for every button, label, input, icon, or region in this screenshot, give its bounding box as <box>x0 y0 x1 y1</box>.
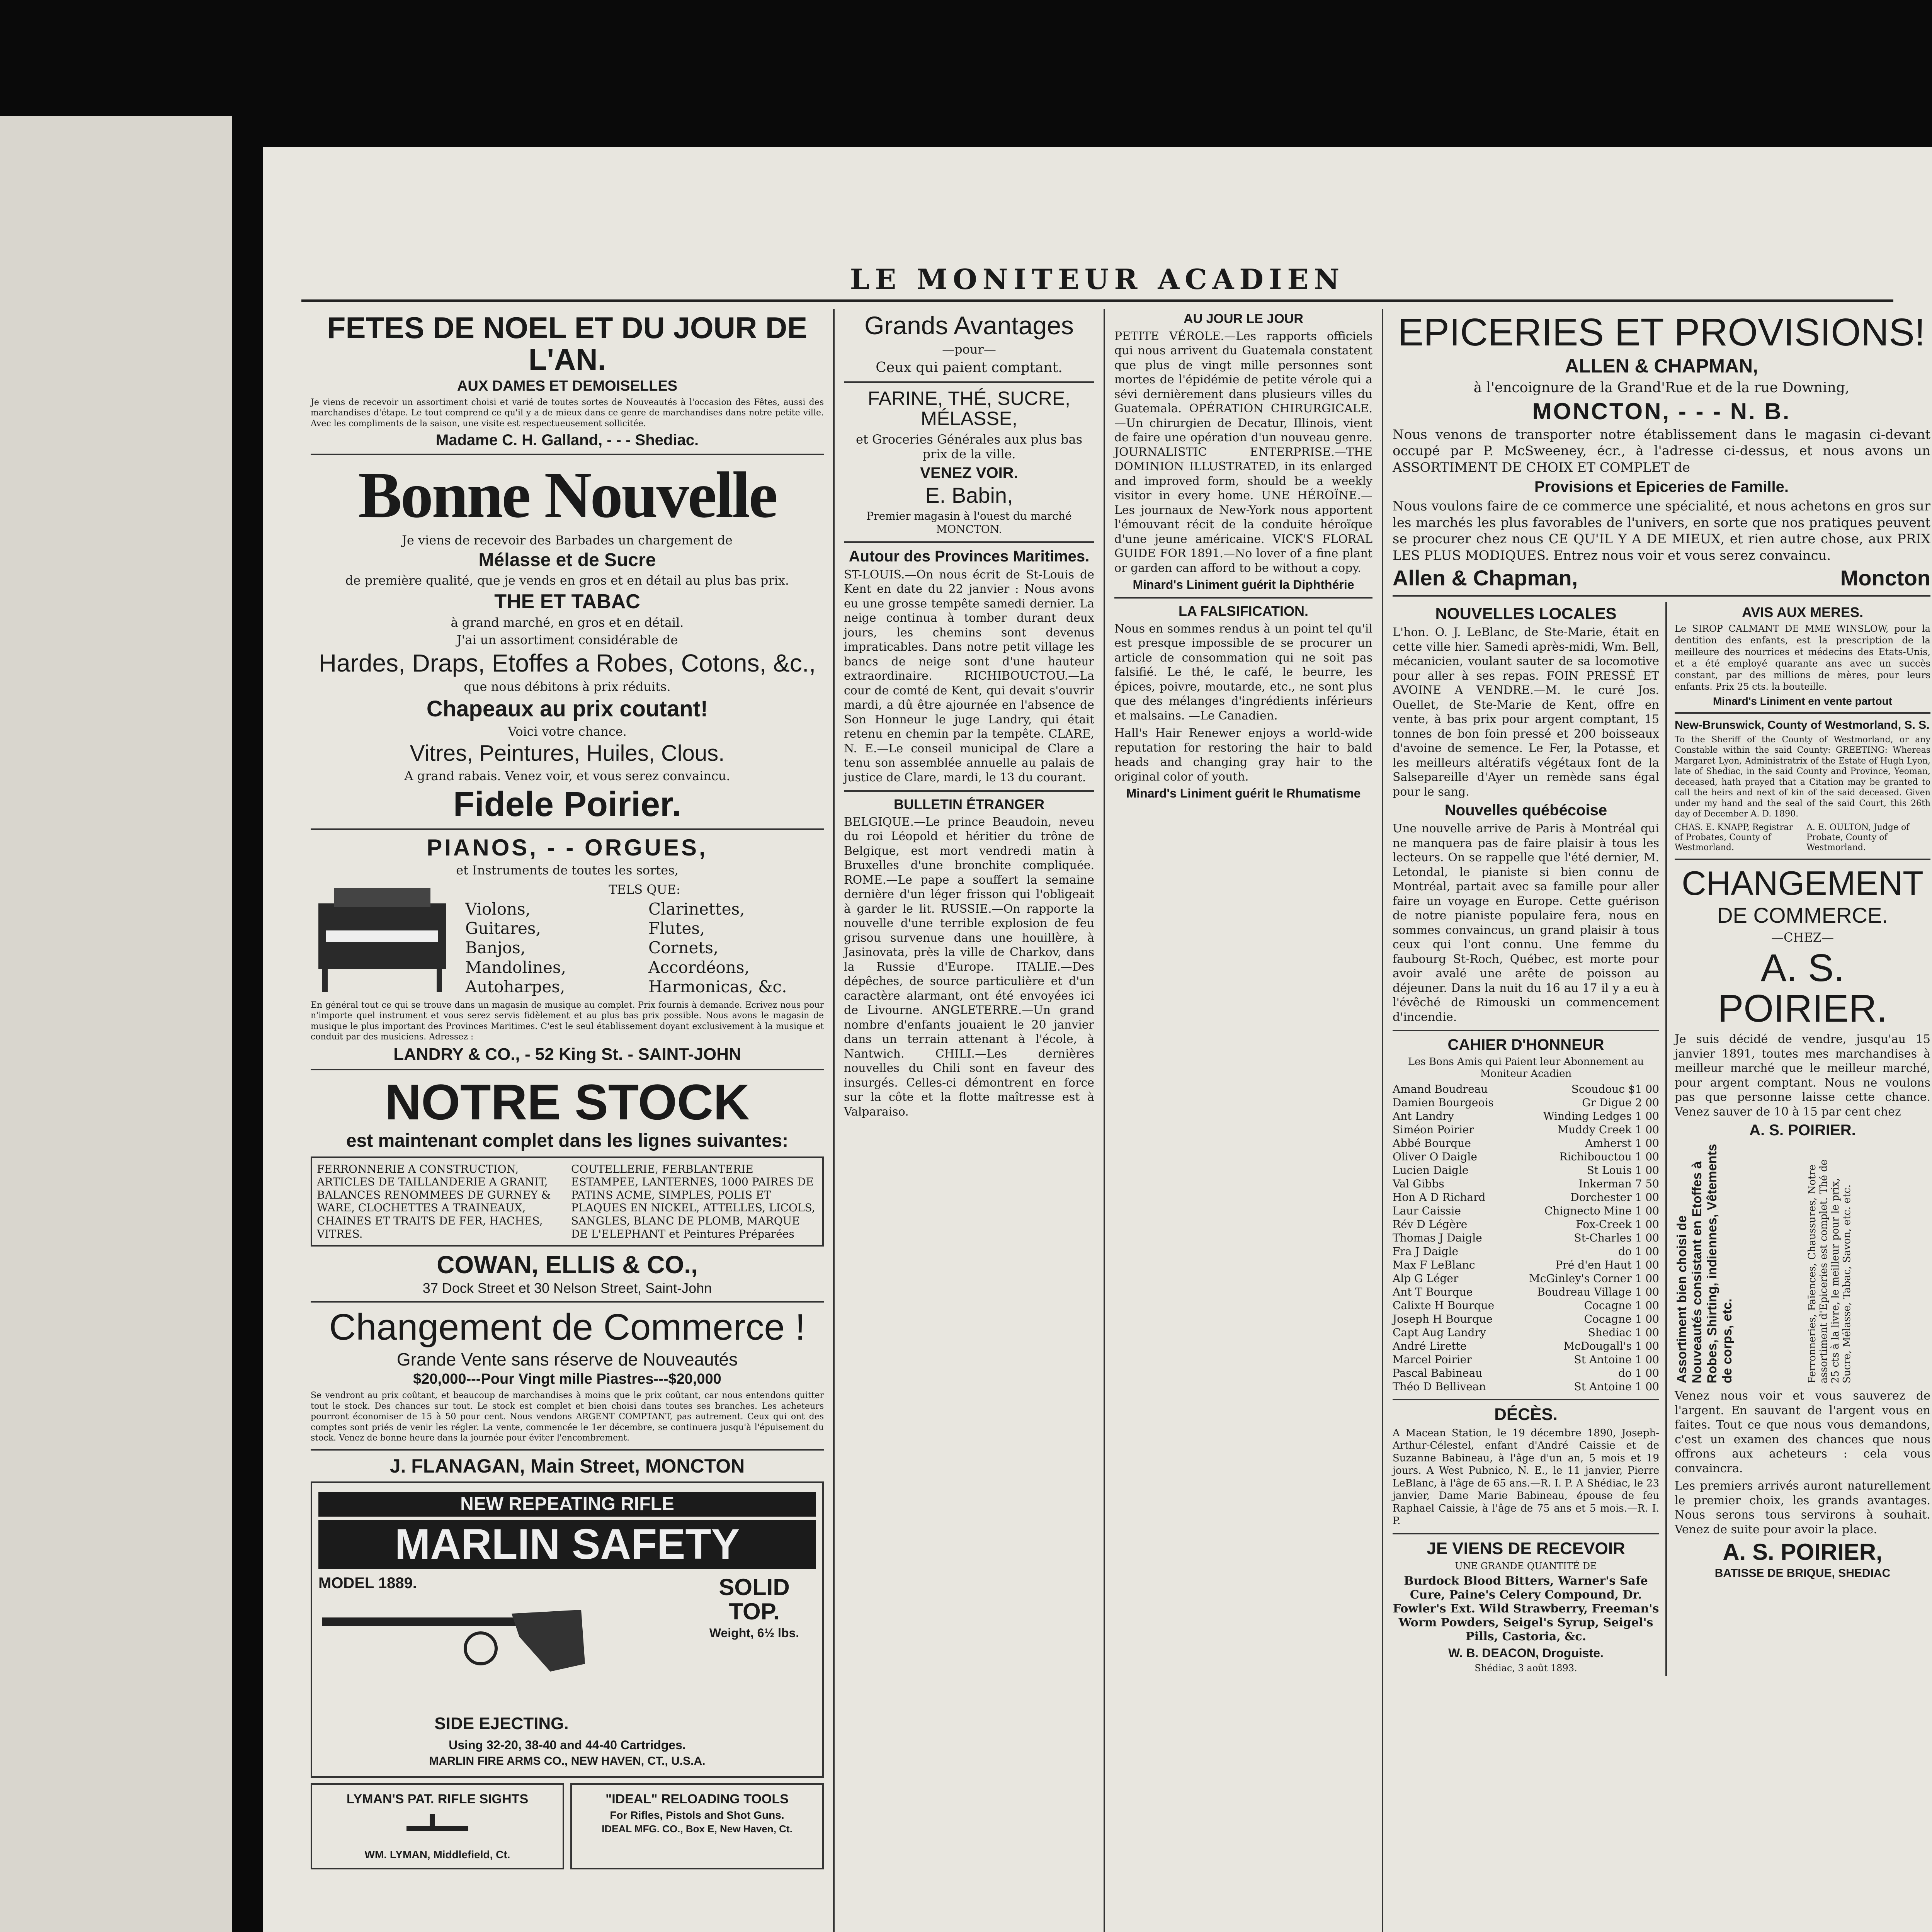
batisse-text: BATISSE DE BRIQUE, SHEDIAC <box>1714 1567 1891 1580</box>
honor-row <box>1393 1204 1659 1218</box>
allen-sub: à l'encoignure de la Grand'Rue et de la rue Downing, <box>1473 379 1850 396</box>
honor-name: Ant Landry <box>1393 1110 1454 1123</box>
pianos-heading: PIANOS, - - ORGUES, <box>427 834 708 861</box>
falsification-heading: LA FALSIFICATION. <box>1179 603 1308 619</box>
ceux-text: Ceux qui paient comptant. <box>876 359 1063 376</box>
honor-name: Capt Aug Landry <box>1393 1326 1486 1339</box>
changement-heading: CHANGEMENT <box>1682 864 1923 902</box>
column-4 <box>1383 309 1932 1932</box>
notre-stock-sub: est maintenant complet dans les lignes suivantes: <box>346 1131 789 1151</box>
quebec-heading: Nouvelles québécoise <box>1444 802 1607 819</box>
signatures <box>1675 823 1930 853</box>
honor-row <box>1393 1380 1659 1393</box>
honor-place-amount: Boudreau Village 1 00 <box>1537 1286 1659 1299</box>
bulletin-heading: BULLETIN ÉTRANGER <box>894 796 1044 813</box>
allen-footer-name: Allen & Chapman, <box>1393 566 1578 590</box>
as-poirier-body-2: Venez nous voir et vous sauverez de l'argent. En sauvant de l'argent vous en faites. Tout ce que nous vous demandons, c'est un examen des chances que nous offrons aux acheteurs : cela vous convaincra. <box>1675 1389 1930 1475</box>
honor-row <box>1393 1096 1659 1109</box>
nouvelles-heading: NOUVELLES LOCALES <box>1435 604 1617 622</box>
cahier-heading: CAHIER D'HONNEUR <box>1447 1036 1604 1054</box>
honor-row <box>1393 1339 1659 1353</box>
adjacent-page-left <box>0 116 232 1932</box>
honor-name: Joseph H Bourque <box>1393 1313 1493 1326</box>
instrument-item: Harmonicas, &c. <box>648 977 787 997</box>
fetes-subtitle: AUX DAMES ET DEMOISELLES <box>457 378 678 394</box>
venez-voir: VENEZ VOIR. <box>920 464 1018 481</box>
honor-row <box>1393 1299 1659 1312</box>
deces-body: A Macean Station, le 19 décembre 1890, Joseph-Arthur-Célestel, enfant d'André Caissie et de Suzanne Babineau, à l'âge d'un an, 5 mois et 19 jours. A West Pubnico, N. E., le 11 janvier, Pierre LeBlanc, à l'âge de 65 ans.—R. I. P. A Shédiac, le 23 janvier, Dame Marie Babineau, épouse de feu Raphael Caissie, à l'âge de 75 ans et 5 mois.—R. I. P. <box>1393 1427 1659 1527</box>
allen-body: Nous venons de transporter notre établissement dans le magasin ci-devant occupé par P. McSweeney, écr., à l'adresse ci-dessus, et nous avons un ASSORTIMENT DE CHOIX ET COMPLET de <box>1393 427 1930 475</box>
avis-heading: AVIS AUX MERES. <box>1742 604 1864 620</box>
quebec-body: Une nouvelle arrive de Paris à Montréal qui ne manquera pas de faire plaisir à tous les lecteurs. On se rappelle que l'été dernier, M. Letondal, le pianiste si bien connu de Montréal, partait avec sa famille pour aller faire un voyage en Europe. Cette guérison de notre pianiste populaire fera, nous en sommes convaincus, un grand plaisir à tous ceux qui l'ont connu. Une femme du faubourg St-Roch, Québec, est morte pour avoir avalé une arête de poisson au déjeuner. Dans la nuit du 16 au 17 il y a eu à l'évêché de Rimouski un commencement d'incendie. <box>1393 822 1659 1024</box>
divider <box>311 828 824 830</box>
honor-row <box>1393 1136 1659 1150</box>
nb-body: To the Sheriff of the County of Westmorland, or any Constable within the said County: GREETING: Whereas Margaret Lyon, Administratrix of the Estate of Hugh Lyon, late of Shediac, in the said County and Province, Yeoman, deceased, hath prayed that a Citation may be granted to call the heirs and next of kin of the said deceased. Given under my hand and the seal of the said Court, this 26th day of December A. D. 1890. <box>1675 735 1930 819</box>
honor-place-amount: McGinley's Corner 1 00 <box>1529 1272 1659 1285</box>
recevoir-list: Burdock Blood Bitters, Warner's Safe Cure, Paine's Celery Compound, Dr. Fowler's Ext. Wild Strawberry, Freeman's Worm Powders, Seigel's Syrup, Seigel's Pills, Castoria, &c. <box>1393 1574 1659 1643</box>
rotated-ads <box>1675 1144 1930 1383</box>
divider <box>844 541 1094 543</box>
deces-heading: DÉCÈS. <box>1494 1405 1558 1424</box>
cahier-sub: Les Bons Amis qui Paient leur Abonnement au Moniteur Acadien <box>1408 1056 1644 1080</box>
provisions-heading: Provisions et Epiceries de Famille. <box>1534 478 1789 496</box>
the-tabac-heading: THE ET TABAC <box>494 590 640 613</box>
rotated-ad-right: Ferronneries, Faïences, Chaussures, Notre assortiment d'Epiceries est complet. Thé de 25 cts à la livre, le meilleur pour le prix, Sucre, Mélasse, Tabac, Savon, etc. etc. <box>1806 1160 1853 1384</box>
marlin-rifle-ad <box>311 1481 824 1778</box>
allen-name: ALLEN & CHAPMAN, <box>1565 355 1758 377</box>
pianos-sub: et Instruments de toutes les sortes, <box>456 862 679 878</box>
moncton-heading: MONCTON, - - - N. B. <box>1532 398 1791 424</box>
column-4-split <box>1393 602 1930 1676</box>
honor-name: Damien Bourgeois <box>1393 1096 1494 1109</box>
honor-name: André Lirette <box>1393 1340 1467 1353</box>
vitres-sub: A grand rabais. Venez voir, et vous serez convaincu. <box>404 768 730 783</box>
melasse-heading: Mélasse et de Sucre <box>478 550 656 571</box>
instrument-item: Accordéons, <box>648 957 750 977</box>
minard-partout: Minard's Liniment en vente partout <box>1713 695 1893 707</box>
honor-name: Oliver O Daigle <box>1393 1150 1477 1163</box>
honor-row <box>1393 1177 1659 1190</box>
rotated-ad-left: Assortiment bien choisi de Nouveautés consistant en Etoffes à Robes, Shirting, indiennes, Vêtements de corps, etc. <box>1675 1144 1735 1384</box>
honor-place-amount: do 1 00 <box>1618 1367 1659 1380</box>
instrument-item: Clarinettes, <box>648 899 745 918</box>
honor-row <box>1393 1353 1659 1366</box>
honor-row <box>1393 1312 1659 1326</box>
honor-place-amount: Richibouctou 1 00 <box>1559 1150 1659 1163</box>
vitres-heading: Vitres, Peintures, Huiles, Clous. <box>410 741 725 766</box>
vente-price: $20,000---Pour Vingt mille Piastres---$20,000 <box>413 1371 721 1388</box>
stock-right: COUTELLERIE, FERBLANTERIE ESTAMPEE, LANTERNES, 1000 PAIRES DE PATINS ACME, SIMPLES, POLIS ET PLAQUES EN NICKEL, ATTELLES, LICOLS, SANGLES, BLANC DE PLOMB, MARQUE DE L'ELEPHANT et Peintures Préparées <box>571 1162 815 1240</box>
honor-place-amount: Chignecto Mine 1 00 <box>1544 1204 1659 1218</box>
divider <box>844 381 1094 383</box>
honor-row <box>1393 1258 1659 1272</box>
column-3 <box>1105 309 1383 1932</box>
honor-row <box>1393 1366 1659 1380</box>
divider <box>1393 1399 1659 1400</box>
honor-place-amount: Gr Digue 2 00 <box>1582 1096 1659 1109</box>
honor-name: Alp G Léger <box>1393 1272 1459 1285</box>
hall-text: Hall's Hair Renewer enjoys a world-wide reputation for restoring the hair to bald heads and changing gray hair to the original color of youth. <box>1114 726 1372 784</box>
as-poirier-title: A. S. POIRIER. <box>1718 946 1888 1031</box>
honor-name: Hon A D Richard <box>1393 1191 1486 1204</box>
bonne-body-2: de première qualité, que je vends en gros et en détail au plus bas prix. <box>345 573 789 588</box>
divider <box>311 1449 824 1451</box>
divider <box>311 1069 824 1070</box>
honor-place-amount: Dorchester 1 00 <box>1570 1191 1659 1204</box>
masthead: LE MONITEUR ACADIEN <box>301 263 1893 302</box>
signature-left: CHAS. E. KNAPP, Registrar of Probates, County of Westmorland. <box>1675 822 1793 853</box>
as-poirier-body: Je suis décidé de vendre, jusqu'au 15 janvier 1891, toutes mes marchandises à meilleur marché que le meilleur marché, pour argent comptant. Nous ne voulons pas que personne laisse cette chance. Venez sauver de 10 à 15 par cent chez <box>1675 1032 1930 1119</box>
honor-name: Laur Caissie <box>1393 1204 1461 1218</box>
fetes-title: FETES DE NOEL ET DU JOUR DE L'AN. <box>327 311 808 376</box>
grands-avantages-title: Grands Avantages <box>864 311 1074 340</box>
honor-row <box>1393 1082 1659 1096</box>
as-poirier-body-3: Les premiers arrivés auront naturellement le premier choix, les grands avantages. Nous serons tous servirons à souhait. Venez de suite pour avoir la place. <box>1675 1479 1930 1536</box>
divider <box>1675 859 1930 860</box>
lyman-title: LYMAN'S PAT. RIFLE SIGHTS <box>346 1792 529 1807</box>
instrument-item: Banjos, <box>465 938 526 957</box>
marlin-side: SIDE EJECTING. <box>434 1714 569 1733</box>
tels-que-label: TELS QUE: <box>609 882 680 897</box>
as-poirier-2: A. S. POIRIER. <box>1749 1122 1856 1139</box>
pianos-ad-body <box>311 880 824 997</box>
cowan-name: COWAN, ELLIS & CO., <box>437 1251 698 1279</box>
hardes-heading: Hardes, Draps, Etoffes a Robes, Cotons, &c., <box>318 649 816 677</box>
piano-illustration <box>311 880 457 996</box>
galland-name: Madame C. H. Galland, - - - Shediac. <box>435 432 699 449</box>
column-4b <box>1675 602 1930 1676</box>
autour-body: ST-LOUIS.—On nous écrit de St-Louis de Kent en date du 22 janvier : Nous avons eu une grosse tempête samedi dernier. La neige continua à tomber durant deux jours, les chemins sont devenus impraticables. Dans notre petit village les bancs de neige sont d'une hauteur extraordinaire. RICHIBOUCTOU.—La cour de comté de Kent, qui devait s'ouvrir mardi, a dû être ajournée en l'absence de Son Honneur le juge Landry, qui était retenu en chemin par la tempête. CLARE, N. E.—Le conseil municipal de Clare a tenu son assemblée annuelle au palais de justice de Clare, mardi, le 13 du courant. <box>844 568 1094 784</box>
notre-stock-title: NOTRE STOCK <box>385 1073 750 1130</box>
honor-name: Pascal Babineau <box>1393 1367 1483 1380</box>
landry-address: LANDRY & CO., - 52 King St. - SAINT-JOHN <box>393 1044 741 1064</box>
divider <box>1393 1533 1659 1534</box>
marlin-address: MARLIN FIRE ARMS CO., NEW HAVEN, CT., U.S.A. <box>429 1754 706 1767</box>
chapeaux-heading: Chapeaux au prix coutant! <box>426 696 708 721</box>
honor-row <box>1393 1123 1659 1136</box>
divider <box>1393 1030 1659 1031</box>
marlin-solid: SOLID TOP. <box>719 1574 790 1625</box>
column-4a <box>1393 602 1667 1676</box>
avis-body: Le SIROP CALMANT DE MME WINSLOW, pour la dentition des enfants, est la prescription de la meilleure des nourrices et médecins des Etats-Unis, et a été employé quarante ans avec un succès constant, par des millions de mères, pour leurs enfants. Prix 25 cts. la bouteille. <box>1675 623 1930 692</box>
stock-lists <box>317 1163 818 1241</box>
falsification-body: Nous en sommes rendus à un point tel qu'il est presque impossible de se procurer un article de consommation qui ne soit pas falsifié. Le thé, le café, le beurre, les épices, poivre, moutarde, etc., ne sont plus que des mélanges d'ingrédients inférieurs et malsains. —Le Canadien. <box>1114 622 1372 723</box>
honor-name: Rév D Légère <box>1393 1218 1468 1231</box>
fetes-body: Je viens de recevoir un assortiment choisi et varié de toutes sortes de Nouveautés à l'occasion des Fêtes, aussi des marchandises d'étape. Le tout comprend ce qu'il y a de mieux dans ce genre de marchandises dans notre petite ville. Avec les compliments de la saison, une visite est respectueusement sollicitée. <box>311 397 824 429</box>
honor-place-amount: Fox-Creek 1 00 <box>1576 1218 1659 1231</box>
honor-row <box>1393 1150 1659 1163</box>
instruments-list <box>465 900 824 997</box>
as-poirier-3: A. S. POIRIER, <box>1723 1539 1883 1565</box>
babin-sub: Premier magasin à l'ouest du marché MONCTON. <box>866 510 1072 536</box>
fidele-poirier-name: Fidele Poirier. <box>453 785 682 824</box>
column-1 <box>301 309 835 1932</box>
instrument-item: Guitares, <box>465 919 541 938</box>
honor-place-amount: Inkerman 7 50 <box>1578 1177 1659 1190</box>
newspaper-page <box>263 147 1932 1932</box>
autour-heading: Autour des Provinces Maritimes. <box>849 548 1090 565</box>
the-tabac-sub: à grand marché, en gros et en détail. <box>451 615 684 630</box>
honor-name: Abbé Bourque <box>1393 1137 1471 1150</box>
honor-row <box>1393 1190 1659 1204</box>
stock-box <box>311 1156 824 1247</box>
honor-place-amount: Scoudouc $1 00 <box>1571 1083 1659 1096</box>
jour-body: PETITE VÉROLE.—Les rapports officiels qui nous arrivent du Guatemala constatent que plus de vingt mille personnes sont mortes de l'épidémie de petite vérole qui a sévi dernièrement dans plusieurs villes du Guatemala. OPÉRATION CHIRURGICALE.—Un chirurgien de Decatur, Illinois, vient de faire une opération d'un nouveau genre. JOURNALISTIC ENTERPRISE.—THE DOMINION ILLUSTRATED, in its enlarged and improved form, should be a weekly visitor in every home. UNE HÉROÏNE.—Les journaux de New-York nous apportent l'émouvant récit de la conduite héroïque d'une jeune américaine. VICK'S FLORAL GUIDE FOR 1891.—No lover of a fine plant or garden can afford to be without a copy. <box>1114 329 1372 575</box>
pianos-body: En général tout ce qui se trouve dans un magasin de musique au complet. Prix fournis à demande. Ecrivez nous pour n'importe quel instrument et vous serez servis fidèlement et au plus bas prix possible. Nous avons le magasin de musique le plus important des Provinces Maritimes. C'est le seul établissement doyant exclusivement à la musique et conduit par des musiciens. Adressez : <box>311 1000 824 1042</box>
instrument-item: Violons, <box>465 899 531 918</box>
honor-name: Max F LeBlanc <box>1393 1259 1475 1272</box>
divider <box>1393 595 1930 597</box>
instrument-item: Mandolines, <box>465 957 566 977</box>
minard-rhumatisme: Minard's Liniment guérit le Rhumatisme <box>1126 786 1361 801</box>
column-2 <box>835 309 1105 1932</box>
honor-place-amount: McDougall's 1 00 <box>1563 1340 1659 1353</box>
bonne-body: Je viens de recevoir des Barbades un chargement de <box>402 532 733 548</box>
marlin-title: MARLIN SAFETY <box>318 1520 816 1569</box>
divider <box>844 790 1094 792</box>
divider <box>1675 712 1930 714</box>
minard-diphtherie: Minard's Liniment guérit la Diphthérie <box>1133 578 1354 592</box>
nouvelles-body: L'hon. O. J. LeBlanc, de Ste-Marie, était en cette ville hier. Samedi après-midi, Wm. Bell, mécanicien, voulant sauter de sa locomotive pour aller à ses repas. FOIN PRESSÉ ET AVOINE A VENDRE.—M. le curé Jos. Ouellet, de Ste-Marie de Kent, offre en vente, à bas prix pour argent comptant, 15 tonnes de bon foin pressé et 200 boisseaux d'avoine de semence. Le Fer, la Potasse, et les meilleurs altératifs végétaux font de la Salsepareille d'Ayer un remède sans égal pour le sang. <box>1393 626 1659 799</box>
deacon-name: W. B. DEACON, Droguiste. <box>1448 1646 1604 1660</box>
honor-place-amount: do 1 00 <box>1618 1245 1659 1258</box>
allen-footer-city: Moncton <box>1840 566 1930 590</box>
instrument-item: Cornets, <box>648 938 719 957</box>
marlin-weight: Weight, 6½ lbs. <box>709 1626 799 1640</box>
allen-body-2: Nous voulons faire de ce commerce une spécialité, et nous achetons en gros sur les marchés les plus favorables de l'univers, en sorte que nos pratiques peuvent se procurer chez nous CE QU'IL Y A DE MIEUX, et rien autre chose, aux PRIX LES PLUS MODIQUES. Entrez nous voir et vous serez convaincu. <box>1393 498 1930 563</box>
marlin-top: NEW REPEATING RIFLE <box>318 1492 816 1516</box>
chapeaux-sub: Voici votre chance. <box>508 724 627 739</box>
honor-name: Siméon Poirier <box>1393 1123 1474 1136</box>
marlin-model: MODEL 1889. <box>318 1575 417 1592</box>
honor-name: Lucien Daigle <box>1393 1164 1469 1177</box>
bulletin-body: BELGIQUE.—Le prince Beaudoin, neveu du roi Léopold et héritier du trône de Belgique, est mort vendredi matin à Bruxelles d'une bronchite compliquée. ROME.—Le pape a souffert la semaine dernière d'un léger frisson qui l'obligeait à garder le lit. RUSSIE.—On rapporte la nouvelle d'une terrible explosion de feu grisou survenue dans une houillère, à Jasinovata, près la ville de Charkov, dans la Russie d'Europe. ITALIE.—Des dépêches, de source particulière et d'un caractère alarmant, ont été envoyées ici de Livourne. ANGLETERRE.—Un grand nombre d'enfants jouaient le 20 janvier dans un terrain attenant à l'école, à Nantwich. CHILI.—Les dernières nouvelles du Chili sont en faveur des insurgés. Celles-ci démontrent en force sur la côte et la flotte maîtresse est à Valparaiso. <box>844 815 1094 1119</box>
honor-name: Amand Boudreau <box>1393 1083 1488 1096</box>
groceries-text: et Groceries Générales aux plus bas prix de la ville. <box>855 432 1082 462</box>
honor-name: Fra J Daigle <box>1393 1245 1459 1258</box>
honor-name: Calixte H Bourque <box>1393 1299 1495 1312</box>
hardes-sub: que nous débitons à prix réduits. <box>464 679 671 694</box>
honor-list <box>1393 1082 1659 1393</box>
farine-heading: FARINE, THÉ, SUCRE, MÉLASSE, <box>867 387 1071 430</box>
honor-row <box>1393 1231 1659 1245</box>
honor-name: Marcel Poirier <box>1393 1353 1472 1366</box>
honor-place-amount: Winding Ledges 1 00 <box>1543 1110 1659 1123</box>
honor-place-amount: St Antoine 1 00 <box>1574 1353 1659 1366</box>
honor-row <box>1393 1326 1659 1339</box>
changement-title: Changement de Commerce ! <box>329 1306 806 1348</box>
jour-heading: AU JOUR LE JOUR <box>1184 311 1303 326</box>
marlin-body <box>318 1572 816 1736</box>
honor-name: Ant T Bourque <box>1393 1286 1473 1299</box>
bonne-nouvelle-title: Bonne Nouvelle <box>358 459 777 532</box>
honor-place-amount: St Louis 1 00 <box>1587 1164 1659 1177</box>
flanagan-name: J. FLANAGAN, Main Street, MONCTON <box>389 1455 745 1477</box>
honor-place-amount: Muddy Creek 1 00 <box>1557 1123 1659 1136</box>
honor-place-amount: Amherst 1 00 <box>1585 1137 1659 1150</box>
deacon-sub: Shédiac, 3 août 1893. <box>1475 1663 1577 1674</box>
honor-place-amount: Pré d'en Haut 1 00 <box>1555 1259 1659 1272</box>
honor-row <box>1393 1163 1659 1177</box>
honor-place-amount: Shediac 1 00 <box>1588 1326 1659 1339</box>
chez-label: —CHEZ— <box>1771 930 1834 945</box>
cowan-address: 37 Dock Street et 30 Nelson Street, Saint-John <box>422 1280 712 1296</box>
honor-row <box>1393 1285 1659 1299</box>
honor-place-amount: Cocagne 1 00 <box>1584 1299 1659 1312</box>
honor-place-amount: St-Charles 1 00 <box>1574 1231 1659 1245</box>
lyman-ideal-ads <box>311 1783 824 1869</box>
instrument-item: Autoharpes, <box>465 977 565 997</box>
ideal-ad <box>570 1783 824 1869</box>
honor-name: Théo D Bellivean <box>1393 1380 1486 1393</box>
signature-right: A. E. OULTON, Judge of Probate, County of Westmorland. <box>1806 822 1910 853</box>
marlin-cartridges: Using 32-20, 38-40 and 44-40 Cartridges. <box>449 1738 686 1752</box>
ideal-sub: For Rifles, Pistols and Shot Guns. <box>610 1809 784 1821</box>
instrument-item: Flutes, <box>648 919 705 938</box>
recevoir-sub: UNE GRANDE QUANTITÉ DE <box>1455 1560 1597 1571</box>
recevoir-heading: JE VIENS DE RECEVOIR <box>1427 1539 1625 1558</box>
ideal-title: "IDEAL" RELOADING TOOLS <box>605 1792 789 1807</box>
honor-row <box>1393 1218 1659 1231</box>
pour-label: —pour— <box>942 342 996 357</box>
lyman-address: WM. LYMAN, Middlefield, Ct. <box>364 1849 510 1861</box>
honor-place-amount: St Antoine 1 00 <box>1574 1380 1659 1393</box>
honor-row <box>1393 1245 1659 1258</box>
honor-name: Thomas J Daigle <box>1393 1231 1482 1245</box>
changement-sub: DE COMMERCE. <box>1717 903 1888 928</box>
epiceries-title: EPICERIES ET PROVISIONS! <box>1398 311 1925 354</box>
divider <box>1114 597 1372 599</box>
sight-illustration <box>399 1810 476 1845</box>
lyman-ad <box>311 1783 564 1869</box>
ideal-address: IDEAL MFG. CO., Box E, New Haven, Ct. <box>602 1823 793 1835</box>
vente-body: Se vendront au prix coûtant, et beaucoup de marchandises à moins que le prix coûtant, car nous entendons quitter tout le stock. Des chances sur tout. Le stock est complet et bien choisi dans toutes ses branches. Les acheteurs pourront économiser de 15 à 50 pour cent. Nous vendons ARGENT COMPTANT, pas autrement. Ceux qui ont des comptes sont priés de venir les régler. La vente, commencée le 1er décembre, se continuera jusqu'à l'épuisement du stock. Venez de bonne heure dans la journée pour éviter l'encombrement. <box>311 1391 824 1443</box>
stock-left: FERRONNERIE A CONSTRUCTION, ARTICLES DE TAILLANDERIE A GRANIT, BALANCES RENOMMEES DE GURNEY & WARE, CLOCHETTES A TRAINEAUX, CHAINES ET TRAITS DE FER, HACHES, VITRES. <box>317 1162 551 1240</box>
rifle-illustration <box>318 1594 589 1710</box>
babin-name: E. Babin, <box>925 483 1013 507</box>
divider <box>311 1301 824 1303</box>
nb-heading: New-Brunswick, County of Westmorland, S. S. <box>1675 719 1930 732</box>
honor-place-amount: Cocagne 1 00 <box>1584 1313 1659 1326</box>
divider <box>311 454 824 455</box>
allen-footer <box>1393 567 1930 590</box>
honor-row <box>1393 1109 1659 1123</box>
assortiment-text: J'ai un assortiment considérable de <box>456 632 678 647</box>
honor-row <box>1393 1272 1659 1285</box>
honor-name: Val Gibbs <box>1393 1177 1444 1190</box>
grande-vente: Grande Vente sans réserve de Nouveautés <box>396 1349 738 1370</box>
